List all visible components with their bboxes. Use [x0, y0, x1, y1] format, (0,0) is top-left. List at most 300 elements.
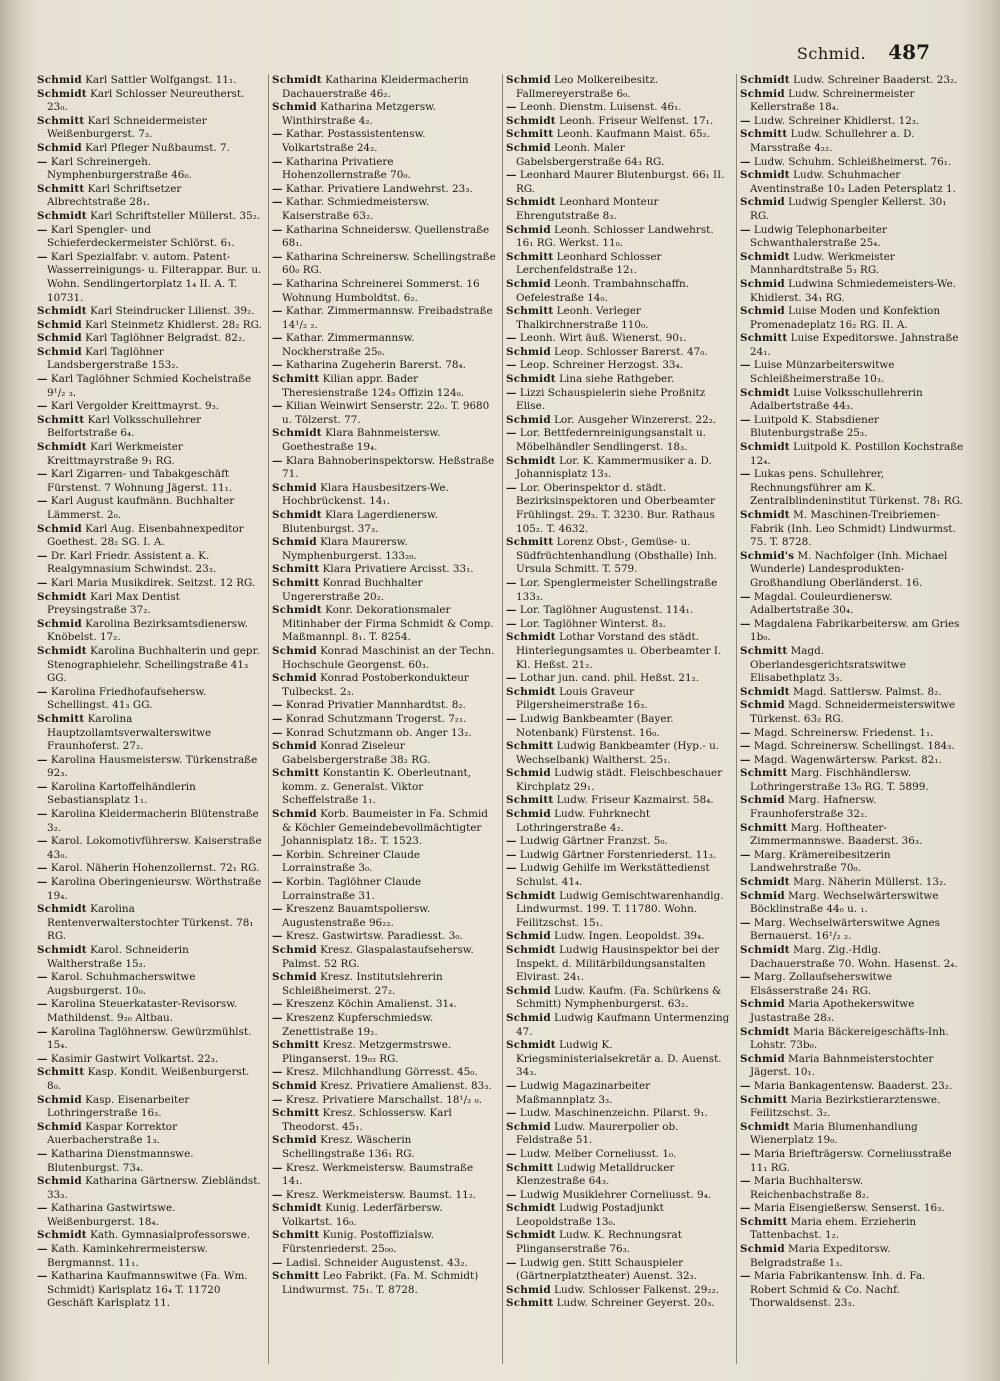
directory-entry [37, 1243, 262, 1270]
directory-entry [37, 115, 262, 142]
entry-details: Maria Apothekerswitwe Justastraße 28₃. [750, 998, 915, 1024]
entry-surname: — [37, 250, 48, 263]
entry-surname: — [272, 155, 283, 168]
entry-surname: — [37, 468, 48, 481]
directory-entry [272, 128, 496, 155]
directory-entry [740, 196, 964, 223]
directory-entry [506, 346, 730, 360]
entry-surname: Schmidt [37, 209, 87, 222]
entry-surname: Schmid [37, 332, 82, 345]
directory-entry [37, 156, 262, 183]
directory-entry [740, 998, 964, 1025]
directory-entry [740, 1026, 964, 1053]
entry-surname: Schmitt [740, 821, 788, 834]
directory-entry [272, 305, 496, 332]
entry-surname: Schmidt [272, 74, 322, 86]
entry-surname: — [37, 808, 48, 821]
entry-details: Karl Zigarren- und Tabakgeschäft Fürstenst. 7 Wohnung Jägerst. 11₁. [47, 468, 233, 494]
entry-details: Konrad Ziseleur Gabelsbergerstraße 38₂ RG. [282, 740, 431, 766]
directory-entry [740, 387, 964, 414]
entry-details: Karolina Bezirksamtsdienersw. Knöbelst. 17₂. [47, 617, 249, 644]
entry-surname: Schmid's [740, 549, 795, 562]
entry-details: Magdalena Fabrikarbeitersw. am Gries 1b₀. [750, 617, 960, 644]
entry-surname: Schmidt [506, 944, 556, 956]
directory-entry [37, 88, 262, 115]
entry-surname: Schmid [272, 1079, 317, 1092]
directory-entry [37, 1202, 262, 1229]
entry-details: Marg. Hoftheater-Zimmermannswe. Baaderst. 36₃. [750, 821, 923, 848]
directory-entry [506, 332, 730, 346]
directory-entry [37, 754, 262, 781]
directory-entry [506, 74, 730, 101]
directory-entry [506, 862, 730, 889]
directory-entry [37, 210, 262, 224]
entry-details: Katharina Zugeherin Barerst. 78₄. [285, 359, 466, 372]
entry-details: Leonh. Verleger Thalkirchnerstraße 110₀. [516, 305, 649, 331]
entry-details: Magd. Schreinersw. Schellingst. 184₃. [753, 740, 955, 753]
entry-surname: — [37, 753, 48, 766]
entry-surname: — [740, 753, 751, 766]
entry-surname: Schmidt [740, 74, 790, 86]
directory-entry [272, 971, 496, 998]
directory-entry [37, 781, 262, 808]
entry-details: Lina siehe Rathgeber. [559, 373, 675, 386]
directory-entry [37, 441, 262, 468]
entry-surname: Schmidt [506, 889, 556, 902]
directory-entry [740, 128, 964, 155]
entry-details: Konrad Schutzmann Trogerst. 7₂₁. [285, 712, 467, 725]
entry-details: Katharina Kleidermacherin Dachauerstraße 46₂. [282, 74, 469, 100]
directory-entry [37, 903, 262, 944]
directory-entry [37, 74, 262, 88]
entry-surname: — [506, 359, 517, 372]
entry-details: Lukas pens. Schullehrer, Rechnungsführer am K. Zentralblindeninstitut Türkenst. 78₁ RG. [750, 468, 963, 508]
entry-surname: — [272, 1161, 283, 1174]
entry-surname: — [740, 223, 751, 236]
entry-surname: Schmid [506, 413, 551, 426]
entry-details: Marg. Wechselwärterswitwe Böcklinstraße 44₀ u. ₁. [750, 889, 939, 916]
directory-entry [272, 645, 496, 672]
entry-details: Marg. Wechselwärterswitwe Agnes Bernauerst. 16¹/₂ ₂. [750, 916, 941, 943]
directory-entry [272, 101, 496, 128]
entry-details: Lor. Taglöhner Winterst. 8₃. [519, 617, 666, 630]
entry-surname: Schmid [740, 1243, 785, 1256]
entry-details: Leonh. Dienstm. Luisenst. 46₁. [519, 101, 682, 114]
entry-details: Kresz. Schlossersw. Karl Theodorst. 45₁. [282, 1107, 452, 1133]
entry-surname: Schmid [272, 944, 317, 956]
entry-details: Ludwig Metalldrucker Klenzestraße 64₃. [516, 1161, 675, 1188]
entry-surname: Schmidt [37, 590, 87, 603]
entry-surname: — [37, 373, 48, 386]
entry-surname: — [740, 726, 751, 739]
directory-entry [506, 1039, 730, 1080]
directory-entry [37, 373, 262, 400]
entry-surname: — [506, 835, 517, 848]
entry-surname: Schmitt [740, 1093, 788, 1106]
column-1 [34, 74, 262, 1364]
entry-surname: Schmid [272, 971, 317, 984]
entry-details: Ludw. Maschinenzeichn. Pilarst. 9₁. [519, 1107, 708, 1120]
entry-details: Karol. Schuhmacherswitwe Augsburgerst. 10₀. [47, 971, 196, 997]
directory-entry [272, 1189, 496, 1203]
entry-surname: Schmid [272, 672, 317, 685]
entry-surname: — [272, 182, 283, 195]
entry-details: Kresz. Institutslehrerin Schleißheimerst. 27₂. [282, 971, 443, 997]
directory-entry [272, 727, 496, 741]
directory-entry [740, 278, 964, 305]
directory-entry [740, 686, 964, 700]
entry-surname: Schmitt [506, 740, 554, 753]
directory-entry [272, 604, 496, 645]
directory-entry [506, 359, 730, 373]
entry-surname: — [37, 495, 48, 508]
entry-details: Kresz. Wäscherin Schellingstraße 136₁ RG. [282, 1134, 415, 1160]
entry-details: Ludw. Schullehrer a. D. Marsstraße 4₂₂. [750, 128, 915, 154]
entry-surname: — [37, 549, 48, 562]
directory-entry [37, 523, 262, 550]
directory-entry [740, 1202, 964, 1216]
directory-entry [740, 754, 964, 768]
directory-entry [37, 971, 262, 998]
directory-entry [37, 332, 262, 346]
entry-surname: — [740, 740, 751, 753]
entry-details: Karol. Lokomotivführersw. Kaiserstraße 43₀. [47, 835, 262, 861]
entry-details: Kreszenz Köchin Amalienst. 31₄. [285, 998, 457, 1011]
directory-entry [37, 1121, 262, 1148]
entry-details: Lothar jun. cand. phil. Heßst. 21₂. [519, 672, 700, 685]
entry-details: Dr. Karl Friedr. Assistent a. K. Realgymnasium Schwindst. 23₃. [47, 549, 217, 576]
entry-details: Magd. Oberlandesgerichtsratswitwe Elisabethplatz 3₃. [750, 644, 906, 685]
entry-details: Maria Fabrikantensw. Inh. d. Fa. Robert Schmid & Co. Nachf. Thorwaldsenst. 23₃. [750, 1270, 926, 1310]
directory-entry [37, 944, 262, 971]
entry-surname: Schmidt [506, 196, 556, 209]
entry-details: Karolina Friedhofaufsehersw. Schellingst. 41₃ GG. [47, 685, 207, 712]
entry-details: Marg. Zig.-Hdlg. Dachauerstraße 70. Wohn. Hasenst. 2₄. [750, 944, 958, 970]
entry-surname: Schmitt [272, 1107, 320, 1120]
entry-surname: — [506, 848, 517, 861]
entry-surname: — [37, 685, 48, 698]
entry-details: Ludw. Werkmeister Mannhardtstraße 5₃ RG. [750, 250, 895, 277]
entry-details: Kresz. Glaspalastaufsehersw. Palmst. 52 RG. [282, 944, 474, 970]
entry-surname: Schmidt [740, 944, 790, 956]
entry-details: Leonh. Friseur Welfenst. 17₁. [559, 114, 714, 127]
entry-surname: — [37, 1202, 48, 1215]
entry-details: Ludwig Magazinarbeiter Maßmannplatz 3₃. [516, 1079, 651, 1106]
entry-details: Kresz. Gastwirtsw. Paradiesst. 3₀. [285, 930, 463, 943]
entry-surname: Schmitt [37, 413, 85, 426]
directory-entry [740, 251, 964, 278]
directory-entry [272, 509, 496, 536]
directory-entry [740, 890, 964, 917]
directory-entry [272, 1257, 496, 1271]
entry-details: M. Nachfolger (Inh. Michael Wunderle) Landesprodukten-Großhandlung Oberländerst. 16. [750, 549, 948, 589]
entry-surname: — [272, 1256, 283, 1269]
entry-details: Leonhard Maurer Blutenburgst. 66₁ II. RG. [516, 169, 725, 195]
entry-surname: Schmid [506, 808, 551, 821]
entry-surname: Schmid [37, 1175, 82, 1188]
entry-details: Ludwina Schmiedemeisters-We. Khidlerst. 34₁ RG. [750, 277, 957, 304]
entry-details: Karl Schriftsteller Müllerst. 35₂. [90, 209, 261, 222]
directory-entry [37, 1229, 262, 1243]
entry-details: Ludwig städt. Fleischbeschauer Kirchplatz 29₁. [516, 767, 723, 793]
entry-details: Kath. Kaminkehrermeistersw. Bergmannst. 11₁. [47, 1243, 208, 1269]
entry-surname: Schmitt [272, 1039, 320, 1052]
entry-details: Ludwig Postadjunkt Leopoldstraße 13₀. [516, 1202, 664, 1228]
entry-details: Karl Pfleger Nußbaumst. 7. [85, 141, 230, 154]
entry-details: Karl August kaufmänn. Buchhalter Lämmerst. 2₀. [47, 495, 235, 521]
entry-details: Kathar. Privatiere Landwehrst. 23₃. [285, 182, 473, 195]
directory-entry [740, 849, 964, 876]
entry-details: Kathar. Postassistentensw. Volkartstraße 24₂. [282, 128, 426, 154]
entry-details: Leonh. Wirt äuß. Wienerst. 90₁. [519, 332, 687, 345]
entry-details: Kunig. Postoffizialsw. Fürstenriederst. 25₀₀. [282, 1229, 435, 1256]
directory-entry [37, 1066, 262, 1093]
entry-details: Korbin. Taglöhner Claude Lorrainstraße 31. [282, 876, 422, 902]
entry-details: Ludw. K. Rechnungsrat Plinganserstraße 76₃. [516, 1229, 682, 1256]
directory-entry [506, 808, 730, 835]
directory-entry [37, 713, 262, 754]
directory-entry [506, 101, 730, 115]
directory-entry [272, 251, 496, 278]
entry-surname: — [37, 876, 48, 889]
directory-entry [740, 441, 964, 468]
entry-details: Karolina Taglöhnersw. Gewürzmühlst. 15₄. [47, 1025, 252, 1052]
entry-details: Ludw. Schreiner Khidlerst. 12₃. [753, 114, 920, 127]
entry-surname: — [272, 305, 283, 318]
entry-surname: Schmid [272, 644, 317, 657]
directory-entry [506, 169, 730, 196]
entry-surname: Schmidt [740, 876, 790, 889]
entry-details: Maria Briefträgersw. Corneliusstraße 11₁ RG. [750, 1147, 952, 1174]
entry-surname: Schmid [506, 74, 551, 86]
directory-entry [506, 1121, 730, 1148]
directory-entry [740, 740, 964, 754]
entry-details: Ludwig Spengler Kellerst. 30₁ RG. [750, 196, 947, 222]
directory-entry [272, 332, 496, 359]
entry-details: Lor. Spenglermeister Schellingstraße 133₃. [516, 576, 718, 603]
entry-details: Karol. Schneiderin Waltherstraße 15₃. [47, 944, 189, 970]
directory-entry [272, 536, 496, 563]
directory-entry [37, 1053, 262, 1067]
directory-entry [272, 740, 496, 767]
entry-details: Ludwig Telephonarbeiter Schwanthalerstraße 25₄. [750, 223, 887, 250]
entry-details: Kathar. Zimmermannsw. Nockherstraße 25₀. [282, 332, 415, 358]
entry-details: Ludw. Schreinermeister Kellerstraße 18₄. [750, 87, 915, 114]
entry-details: Karl Schreinergeh. Nymphenburgerstraße 46₀. [47, 155, 192, 182]
entry-surname: Schmid [740, 277, 785, 290]
entry-surname: — [272, 128, 283, 141]
entry-details: Karolina Hausmeistersw. Türkenstraße 92₃. [47, 753, 258, 780]
entry-details: Karolina Rentenverwalterstochter Türkenst. 78₁ RG. [47, 903, 254, 943]
column-2 [268, 74, 496, 1364]
entry-surname: — [506, 101, 517, 114]
directory-entry [272, 183, 496, 197]
entry-surname: — [272, 712, 283, 725]
entry-surname: Schmid [506, 277, 551, 290]
entry-details: Leonh. Trambahnschaffn. Oefelestraße 14₀. [516, 277, 689, 304]
directory-entry [740, 1270, 964, 1311]
entry-surname: — [37, 1147, 48, 1160]
entry-surname: — [740, 590, 751, 603]
entry-details: Konrad Buchhalter Ungererstraße 20₂. [282, 576, 423, 603]
entry-details: Kasimir Gastwirt Volkartst. 22₃. [50, 1052, 219, 1065]
entry-surname: Schmidt [506, 631, 556, 644]
entry-details: Kathar. Schmiedmeistersw. Kaiserstraße 63₂. [282, 196, 430, 222]
directory-entry [272, 373, 496, 400]
entry-details: Kasp. Eisenarbeiter Lothringerstraße 16₃. [47, 1093, 190, 1120]
entry-details: Karl Schlosser Neureutherst. 23₀. [47, 87, 245, 114]
entry-details: Karl Taglöhner Schmied Kochelstraße 9¹/₂ ₃. [47, 373, 252, 399]
entry-details: Karl Schneidermeister Weißenburgerst. 7₃. [47, 114, 207, 141]
entry-details: Luise Expeditorswe. Jahnstraße 24₁. [750, 332, 959, 358]
directory-entry [272, 1162, 496, 1189]
entry-details: Korb. Baumeister in Fa. Schmid & Köchler Gemeindebevollmächtigter Johannisplatz 18₂. T. 1523. [282, 808, 488, 848]
directory-entry [740, 74, 964, 88]
directory-entry [506, 577, 730, 604]
entry-surname: Schmidt [740, 386, 790, 399]
directory-entry [37, 618, 262, 645]
entry-surname: — [506, 604, 517, 617]
entry-surname: Schmidt [506, 114, 556, 127]
directory-entry [506, 224, 730, 251]
entry-details: Klara Bahnoberinspektorsw. Heßstraße 71. [282, 454, 495, 481]
entry-details: Luise Münzarbeiterswitwe Schleißheimerstraße 10₃. [750, 359, 895, 386]
entry-surname: Schmid [506, 984, 551, 997]
entry-details: Ludw. Maurerpolier ob. Feldstraße 51. [516, 1120, 679, 1147]
directory-entry [37, 808, 262, 835]
entry-surname: Schmid [506, 1120, 551, 1133]
entry-surname: — [272, 699, 283, 712]
entry-surname: — [37, 1270, 48, 1283]
directory-entry [37, 400, 262, 414]
entry-surname: Schmidt [37, 903, 87, 916]
entry-details: Karolina Kartoffelhändlerin Sebastiansplatz 1₁. [47, 780, 196, 807]
entry-details: Katharina Schneidersw. Quellenstraße 68₁. [282, 223, 490, 250]
entry-details: Kresz. Milchhandlung Görresst. 45₀. [285, 1066, 478, 1079]
entry-surname: Schmitt [740, 1215, 788, 1228]
entry-details: Ludw. Fuhrknecht Lothringerstraße 4₂. [516, 808, 651, 834]
entry-details: Ludwig Gemischtwarenhandlg. Lindwurmst. 199. T. 11780. Wohn. Feilitzschst. 15₁. [516, 889, 724, 929]
entry-surname: — [37, 1243, 48, 1256]
directory-entry [740, 156, 964, 170]
entry-details: Marg. Näherin Müllerst. 13₂. [793, 876, 947, 889]
entry-surname: Schmid [272, 740, 317, 753]
directory-entry [740, 115, 964, 129]
entry-surname: Schmid [740, 305, 785, 318]
entry-surname: — [272, 848, 283, 861]
directory-entry [506, 890, 730, 931]
entry-surname: Schmitt [272, 373, 320, 386]
directory-entry [740, 618, 964, 645]
entry-details: Ludw. Schreiner Geyerst. 20₃. [556, 1297, 715, 1310]
directory-entry [740, 1148, 964, 1175]
entry-details: Lor. K. Kammermusiker a. D. Johannisplatz 13₃. [516, 454, 712, 481]
directory-entry [272, 998, 496, 1012]
entry-details: Karl Max Dentist Preysingstraße 37₂. [47, 590, 180, 617]
entry-details: Lizzi Schauspielerin siehe Proßnitz Elise. [516, 386, 706, 413]
directory-entry [37, 645, 262, 686]
entry-details: Leonh. Kaufmann Maist. 65₂. [556, 128, 711, 141]
directory-entry [740, 727, 964, 741]
entry-surname: Schmitt [506, 794, 554, 807]
directory-entry [272, 1270, 496, 1297]
running-head: Schmid. [796, 44, 867, 63]
directory-entry [272, 224, 496, 251]
entry-surname: Schmidt [506, 1229, 556, 1242]
directory-entry [37, 1270, 262, 1311]
entry-surname: Schmid [37, 345, 82, 358]
entry-surname: — [740, 359, 751, 372]
entry-surname: Schmid [740, 794, 785, 807]
entry-details: Konrad Maschinist an der Techn. Hochschule Georgenst. 60₃. [282, 644, 495, 671]
entry-details: Karl Aug. Eisenbahnexpeditor Goethest. 28₂ SG. I. A. [47, 522, 244, 549]
directory-entry [740, 971, 964, 998]
entry-details: Kunig. Lederfärbersw. Volkartst. 16₀. [282, 1202, 443, 1228]
directory-entry [740, 591, 964, 618]
entry-details: Leonh. Schlosser Landwehrst. 16₁ RG. Werkst. 11₀. [516, 223, 714, 250]
entry-surname: — [506, 1256, 517, 1269]
entry-details: Karl Maria Musikdirek. Seitzst. 12 RG. [50, 576, 256, 589]
entry-surname: Schmitt [740, 332, 788, 345]
directory-entry [37, 183, 262, 210]
directory-entry [272, 577, 496, 604]
directory-entry [740, 169, 964, 196]
directory-entry [506, 536, 730, 577]
entry-details: Karl Steindrucker Lilienst. 39₂. [90, 305, 255, 318]
entry-details: Ludw. Friseur Kazmairst. 58₄. [556, 794, 714, 807]
entry-surname: — [272, 1093, 283, 1106]
directory-entry [272, 699, 496, 713]
entry-surname: Schmitt [37, 182, 85, 195]
entry-details: Karolina Hauptzollamtsverwalterswitwe Fraunhoferst. 27₂. [47, 712, 212, 753]
entry-surname: Schmidt [272, 604, 322, 617]
entry-details: Leonhard Schlosser Lerchenfeldstraße 12₁. [516, 250, 662, 277]
entry-surname: Schmidt [272, 1202, 322, 1215]
entry-surname: — [37, 971, 48, 984]
entry-details: Ludwig Musiklehrer Corneliusst. 9₄. [519, 1188, 712, 1201]
entry-surname: — [272, 454, 283, 467]
directory-entry [506, 631, 730, 672]
entry-details: Konr. Dekorationsmaler Mitinhaber der Firma Schmidt & Comp. Maßmannpl. 8₁. T. 8254. [282, 604, 494, 644]
directory-entry [506, 1162, 730, 1189]
directory-entry [506, 1080, 730, 1107]
directory-entry [272, 359, 496, 373]
directory-entry [506, 278, 730, 305]
entry-details: Lor. Taglöhner Augustenst. 114₁. [519, 604, 694, 617]
directory-entry [272, 156, 496, 183]
entry-details: Ludwig Gärtner Forstenriederst. 11₃. [519, 848, 717, 861]
entry-details: Klara Maurersw. Nymphenburgerst. 133₂₀. [282, 536, 417, 562]
entry-surname: — [506, 617, 517, 630]
entry-surname: — [740, 1270, 751, 1283]
directory-entry [272, 767, 496, 808]
entry-surname: — [272, 1066, 283, 1079]
entry-surname: Schmidt [506, 1039, 556, 1052]
entry-details: Klara Privatiere Arcisst. 33₁. [322, 563, 474, 576]
entry-details: Karl Taglöhner Landsbergerstraße 153₂. [47, 345, 179, 372]
entry-surname: Schmid [37, 318, 82, 331]
directory-entry [740, 468, 964, 509]
entry-details: Ludwig Gehilfe im Werkstättedienst Schulst. 41₄. [516, 862, 710, 889]
directory-entry [272, 930, 496, 944]
entry-details: Lor. Ausgeher Winzererst. 22₂. [554, 413, 717, 426]
directory-entry [37, 319, 262, 333]
entry-surname: Schmidt [740, 685, 790, 698]
entry-surname: — [272, 277, 283, 290]
entry-surname: Schmid [506, 345, 551, 358]
entry-details: Katharina Dienstmannswe. Blutenburgst. 73₄. [47, 1147, 194, 1174]
directory-entry [506, 305, 730, 332]
